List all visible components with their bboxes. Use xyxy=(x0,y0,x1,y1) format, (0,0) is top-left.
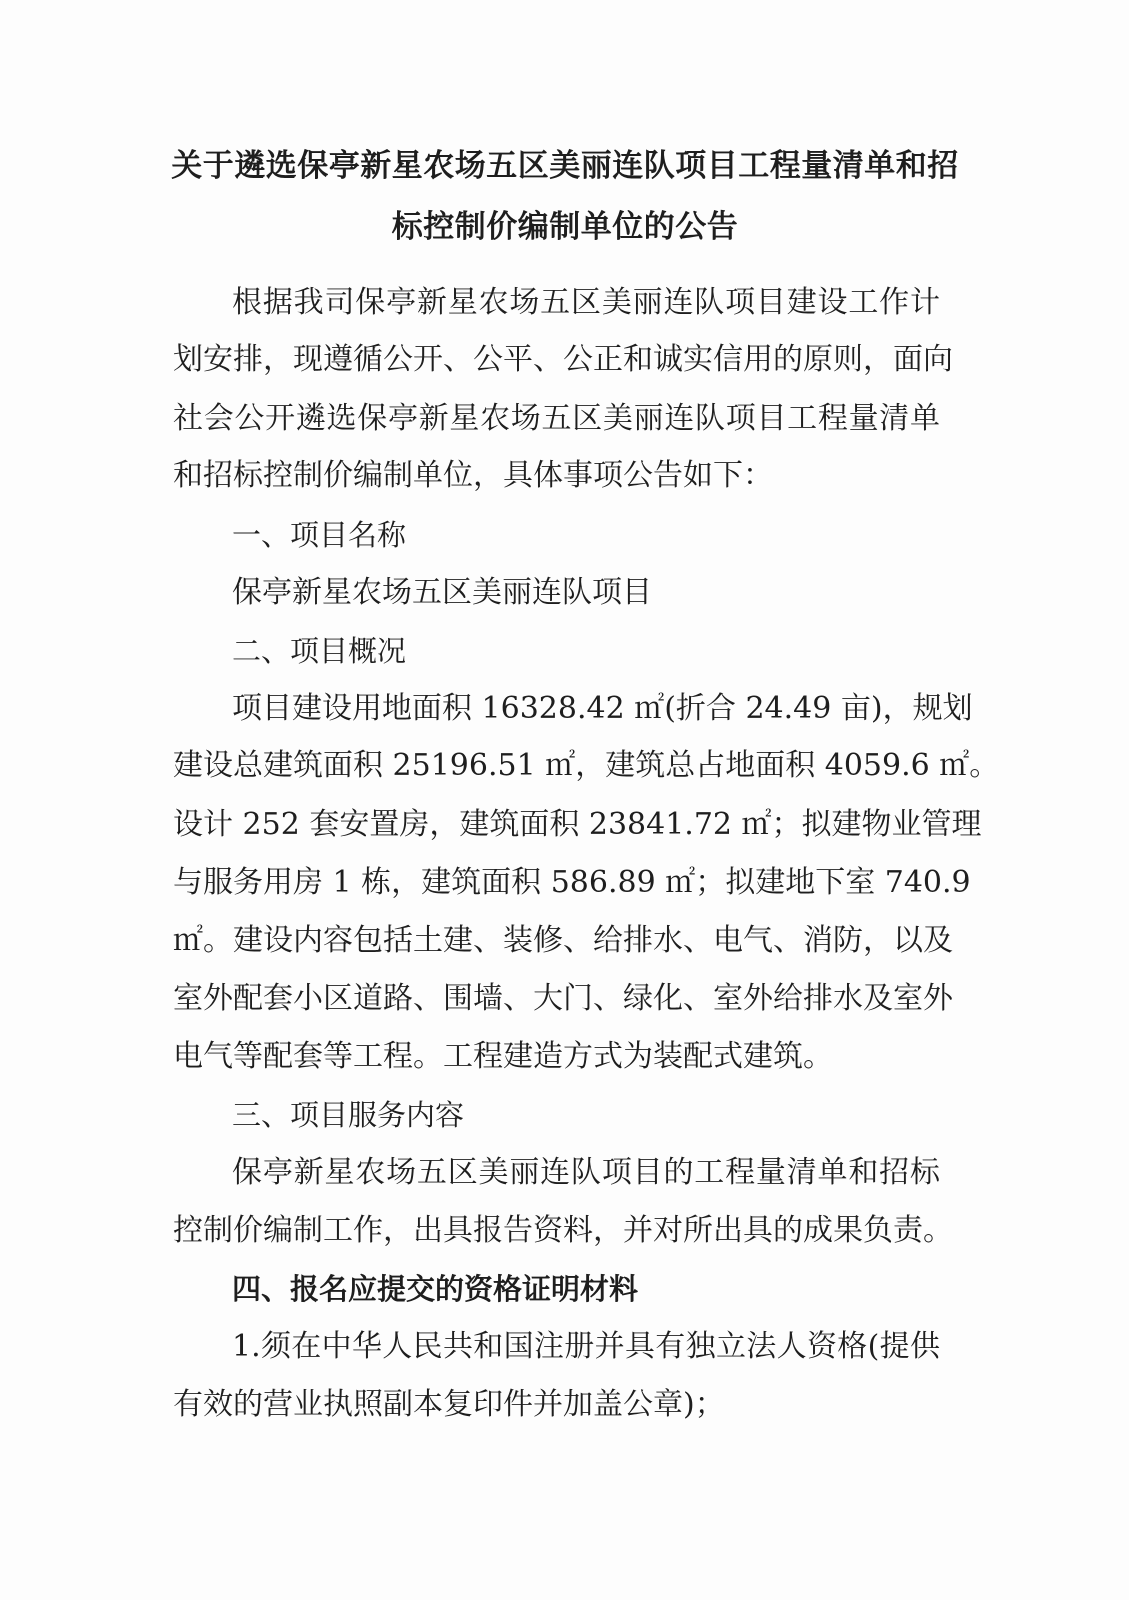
document-title-line-2: 标控制价编制单位的公告 xyxy=(391,209,739,245)
intro-line-1: 根据我司保亭新星农场五区美丽连队项目建设工作计 xyxy=(232,285,940,320)
section-2-line-7: 电气等配套等工程。工程建造方式为装配式建筑。 xyxy=(173,1039,833,1074)
section-2-line-5: ㎡。建设内容包括土建、装修、给排水、电气、消防，以及 xyxy=(173,923,953,958)
section-2-heading: 二、项目概况 xyxy=(232,634,407,668)
section-3-line-2: 控制价编制工作，出具报告资料，并对所出具的成果负责。 xyxy=(173,1213,953,1248)
section-4-line-1: 1.须在中华人民共和国注册并具有独立法人资格(提供 xyxy=(232,1329,940,1364)
intro-line-3: 社会公开遴选保亭新星农场五区美丽连队项目工程量清单 xyxy=(173,401,940,436)
section-1-line-1: 保亭新星农场五区美丽连队项目 xyxy=(232,575,652,610)
section-2-line-1: 项目建设用地面积 16328.42 ㎡(折合 24.49 亩)，规划 xyxy=(232,691,973,726)
section-1-heading: 一、项目名称 xyxy=(232,518,407,552)
section-4-line-2: 有效的营业执照副本复印件并加盖公章)； xyxy=(173,1387,725,1422)
section-2-line-2: 建设总建筑面积 25196.51 ㎡，建筑总占地面积 4059.6 ㎡。 xyxy=(173,748,1000,783)
section-3-line-1: 保亭新星农场五区美丽连队项目的工程量清单和招标 xyxy=(232,1155,940,1190)
intro-line-4: 和招标控制价编制单位，具体事项公告如下： xyxy=(173,458,773,493)
intro-line-2: 划安排，现遵循公开、公平、公正和诚实信用的原则，面向 xyxy=(173,342,953,377)
section-2-line-4: 与服务用房 1 栋，建筑面积 586.89 ㎡；拟建地下室 740.9 xyxy=(173,865,971,900)
document-title-line-1: 关于遴选保亭新星农场五区美丽连队项目工程量清单和招 xyxy=(171,148,959,184)
section-2-line-6: 室外配套小区道路、围墙、大门、绿化、室外给排水及室外 xyxy=(173,981,953,1016)
section-2-line-3: 设计 252 套安置房，建筑面积 23841.72 ㎡；拟建物业管理 xyxy=(173,807,982,842)
section-3-heading: 三、项目服务内容 xyxy=(232,1098,465,1132)
section-4-heading: 四、报名应提交的资格证明材料 xyxy=(232,1272,639,1306)
